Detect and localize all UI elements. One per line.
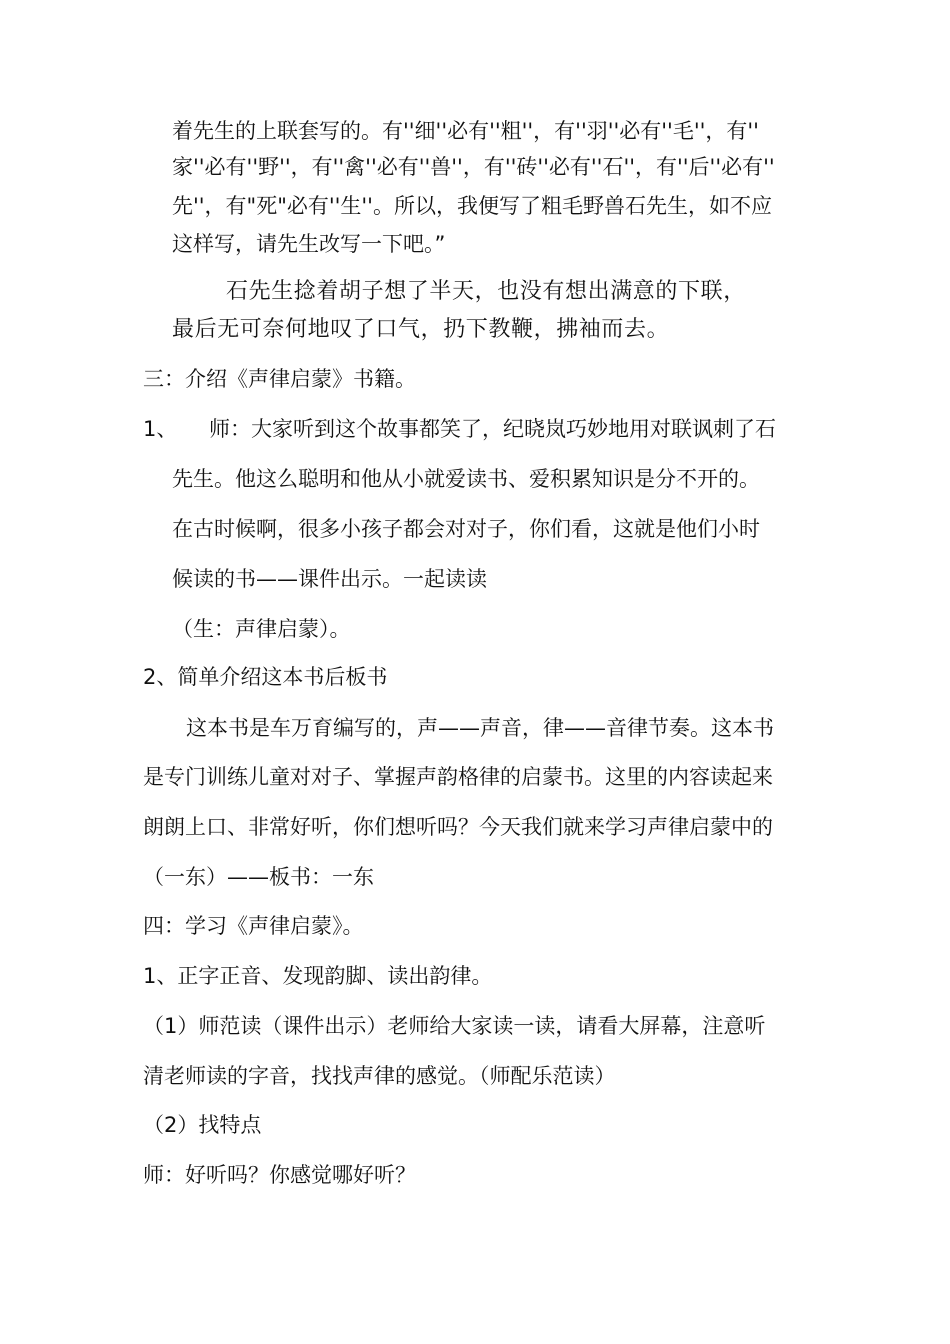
book-intro-line-4: （一东）——板书：一东 [143, 865, 374, 889]
section-3-heading: 三：介绍《声律启蒙》书籍。 [143, 367, 416, 391]
section-3-item-1-line-1: 师：大家听到这个故事都笑了，纪晓岚巧妙地用对联讽刺了石 [209, 417, 776, 441]
section-3-item-1-line-4: 候读的书——课件出示。一起读读 [172, 567, 487, 591]
book-intro-line-3: 朗朗上口、非常好听，你们想听吗？今天我们就来学习声律启蒙中的 [143, 815, 773, 839]
section-4-item-1-heading: 1、正字正音、发现韵脚、读出韵律。 [143, 964, 493, 988]
teacher-question: 师：好听吗？你感觉哪好听？ [143, 1163, 416, 1187]
section-4-heading: 四：学习《声律启蒙》。 [143, 914, 364, 938]
story-line-1: 着先生的上联套写的。有''细''必有''粗''，有''羽''必有''毛''，有'' [172, 119, 759, 143]
section-3-item-2-heading: 2、简单介绍这本书后板书 [143, 665, 388, 689]
narration-line-2: 最后无可奈何地叹了口气，扔下教鞭，拂袖而去。 [172, 317, 670, 342]
story-line-3: 先''，有"死"必有''生''。所以，我便写了粗毛野兽石先生，如不应 [172, 194, 772, 218]
book-intro-line-2: 是专门训练儿童对对子、掌握声韵格律的启蒙书。这里的内容读起来 [143, 765, 773, 789]
subitem-1-line-2: 清老师读的字音，找找声律的感觉。（师配乐范读） [143, 1064, 616, 1088]
story-line-4: 这样写，请先生改写一下吧。” [172, 232, 446, 256]
book-intro-line-1: 这本书是车万育编写的，声——声音，律——音律节奏。这本书 [186, 716, 774, 740]
story-line-2: 家''必有''野''，有''禽''必有''兽''，有''砖''必有''石''，有''后''必有'' [172, 155, 775, 179]
subitem-2-heading: （2）找特点 [143, 1113, 262, 1137]
subitem-1-line-1: （1）师范读（课件出示）老师给大家读一读，请看大屏幕，注意听 [143, 1014, 766, 1038]
section-3-item-1-line-2: 先生。他这么聪明和他从小就爱读书、爱积累知识是分不开的。 [172, 467, 760, 491]
section-3-item-1-line-3: 在古时候啊，很多小孩子都会对对子，你们看，这就是他们小时 [172, 517, 760, 541]
student-answer: （生：声律启蒙）。 [172, 617, 351, 641]
narration-line-1: 石先生捻着胡子想了半天，也没有想出满意的下联， [226, 279, 746, 304]
section-3-item-1-number: 1、 [143, 417, 178, 441]
